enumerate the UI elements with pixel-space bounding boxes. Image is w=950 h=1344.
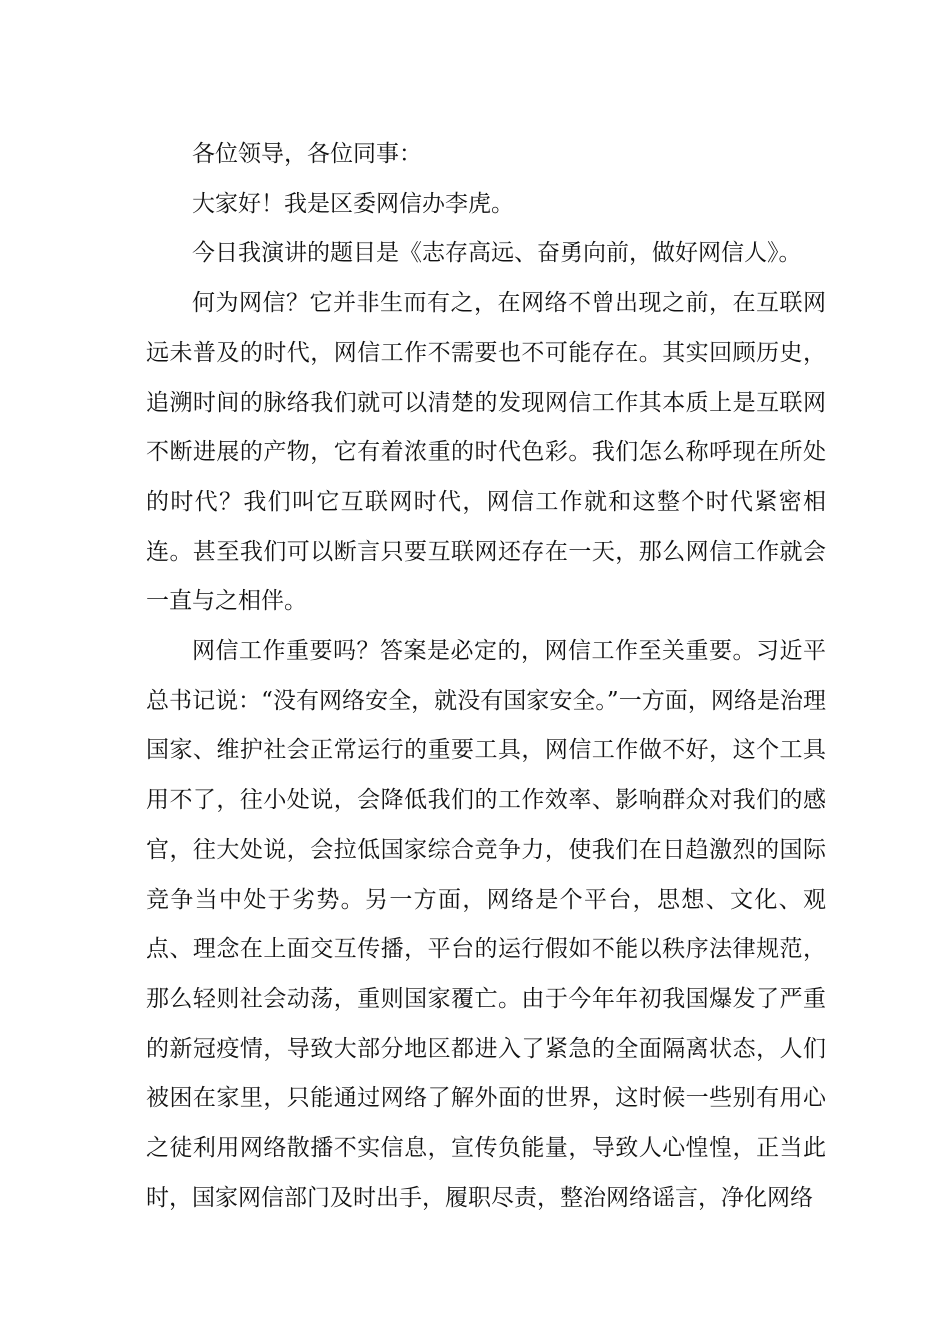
paragraph-topic: 今日我演讲的题目是《志存高远、奋勇向前，做好网信人》。 <box>192 240 802 267</box>
paragraph-greeting: 大家好！我是区委网信办李虎。 <box>192 190 514 217</box>
paragraph-salutation: 各位领导，各位同事： <box>192 141 422 167</box>
paragraph-what-is-wangxin: 何为网信？它并非生而有之，在网络不曾出现之前，在互联网远未普及的时代，网信工作不需要也不可能存在。其实回顾历史，追溯时间的脉络我们就可以清楚的发现网信工作其本质上是互联网不断进展的产物，它有着浓重的时代色彩。我们怎么称呼现在所处的时代？我们叫它互联网时代，网信工作就和这整个时代紧密相连。甚至我们可以断言只要互联网还存在一天，那么网信工作就会一直与之相伴。 <box>146 290 826 615</box>
document-body <box>146 130 826 1223</box>
paragraph-importance: 网信工作重要吗？答案是必定的，网信工作至关重要。习近平总书记说：“没有网络安全，就没有国家安全。”一方面，网络是治理国家、维护社会正常运行的重要工具，网信工作做不好，这个工具用不了，往小处说，会降低我们的工作效率、影响群众对我们的感官，往大处说，会拉低国家综合竞争力，使我们在日趋激烈的国际竞争当中处于劣势。另一方面，网络是个平台，思想、文化、观点、理念在上面交互传播，平台的运行假如不能以秩序法律规范，那么轻则社会动荡，重则国家覆亡。由于今年年初我国爆发了严重的新冠疫情，导致大部分地区都进入了紧急的全面隔离状态，人们被困在家里，只能通过网络了解外面的世界，这时候一些别有用心之徒利用网络散播不实信息，宣传负能量，导致人心惶惶，正当此时，国家网信部门及时出手，履职尽责，整治网络谣言，净化网络 <box>146 638 826 1211</box>
